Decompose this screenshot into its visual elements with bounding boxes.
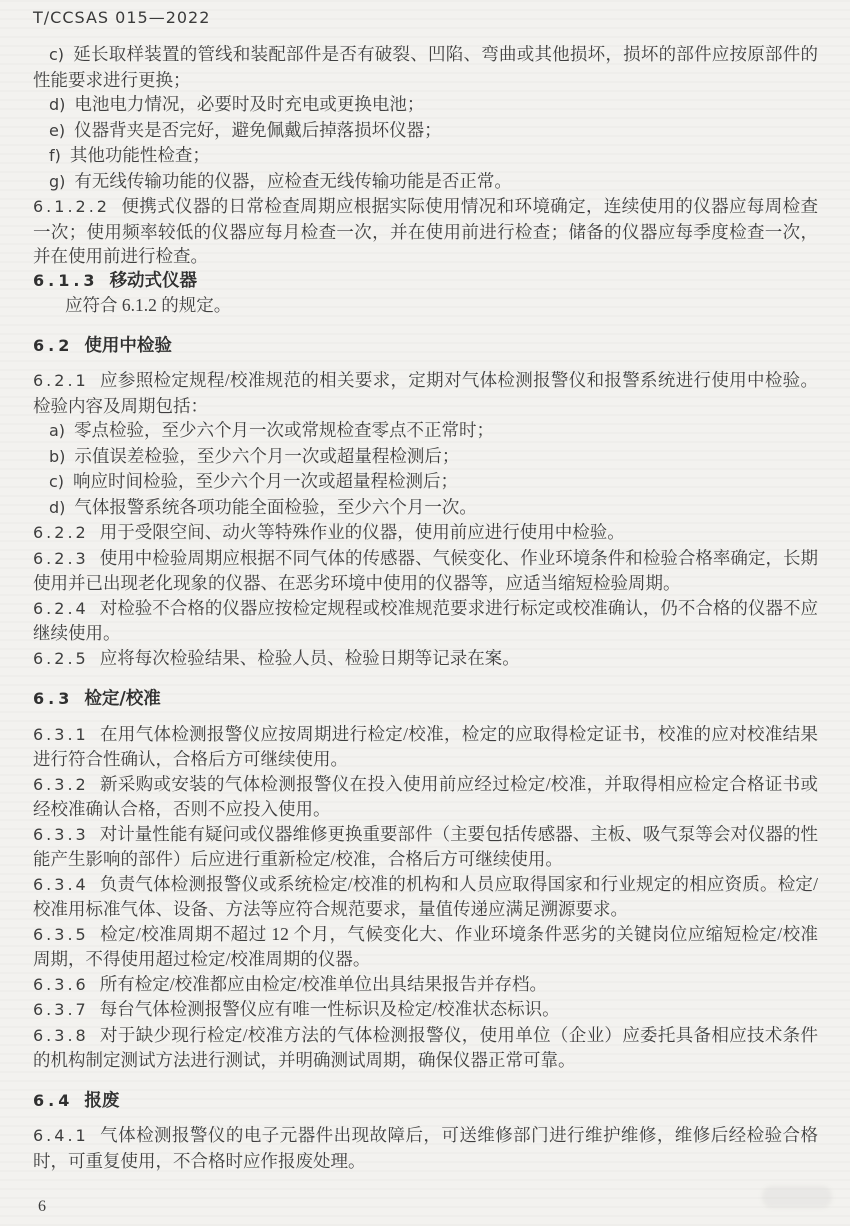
clause-text: 新采购或安装的气体检测报警仪在投入使用前应经过检定/校准，并取得相应检定合格证书或经校准确认合格，否则不应投入使用。 — [33, 773, 818, 819]
clause-text: 便携式仪器的日常检查周期应根据实际使用情况和环境确定，连续使用的仪器应每周检查一次；使用频率较低的仪器应每月检查一次，并在使用前进行检查；储备的仪器应每季度检查一次，并在使用前进行检查。 — [33, 196, 818, 266]
document-code-header: T/CCSAS 015—2022 — [33, 8, 211, 27]
list-item-a — [33, 418, 818, 444]
list-item-text: 响应时间检验，至少六个月一次或超量程检测后； — [73, 471, 459, 491]
clause-number: 6.3.4 — [33, 874, 89, 894]
document-body — [33, 42, 818, 1173]
section-heading-6.2 — [33, 334, 818, 359]
clause-number: 6.2.2 — [33, 523, 89, 542]
clause-text: 气体检测报警仪的电子元器件出现故障后，可送维修部门进行维护维修，维修后经检验合格时，可重复使用，不合格时应作报废处理。 — [33, 1125, 818, 1171]
clause-6.1.2.2 — [33, 194, 818, 269]
list-item-label: d) — [49, 497, 66, 517]
list-item-c — [33, 42, 818, 92]
list-item-f — [33, 143, 818, 169]
clause-6.3.8 — [33, 1023, 818, 1073]
list-item-text: 有无线传输功能的仪器，应检查无线传输功能是否正常。 — [74, 170, 512, 191]
clause-text: 负责气体检测报警仪或系统检定/校准的机构和人员应取得国家和行业规定的相应资质。检定/校准用标准气体、设备、方法等应符合规范要求，量值传递应满足溯源要求。 — [33, 873, 818, 919]
list-item-text: 示值误差检验，至少六个月一次或超量程检测后； — [74, 445, 460, 466]
clause-text: 应将每次检验结果、检验人员、检验日期等记录在案。 — [99, 647, 520, 668]
section-heading-6.4 — [33, 1089, 818, 1114]
heading-number: 6.2 — [33, 335, 74, 355]
heading-number: 6.4 — [33, 1090, 74, 1110]
clause-6.3.6 — [33, 972, 818, 998]
clause-number: 6.2.4 — [33, 598, 89, 618]
list-item-label: c) — [49, 45, 65, 64]
clause-text: 每台气体检测报警仪应有唯一性标识及检定/校准状态标识。 — [99, 999, 560, 1019]
clause-6.3.5 — [33, 922, 818, 972]
clause-6.2.2 — [33, 520, 818, 546]
clause-6.3.3 — [33, 822, 818, 872]
clause-text: 所有检定/校准都应由检定/校准单位出具结果报告并存档。 — [99, 973, 547, 994]
list-item-e — [33, 118, 818, 144]
heading-title: 检定/校准 — [84, 689, 161, 709]
clause-text: 用于受限空间、动火等特殊作业的仪器，使用前应进行使用中检验。 — [99, 522, 625, 542]
clause-text: 对计量性能有疑问或仪器维修更换重要部件（主要包括传感器、主板、吸气泵等会对仪器的性能产生影响的部件）后应进行重新检定/校准，合格后方可继续使用。 — [33, 823, 818, 869]
clause-text: 使用中检验周期应根据不同气体的传感器、气候变化、作业环境条件和检验合格率确定，长期使用并已出现老化现象的仪器、在恶劣环境中使用的仪器等，应适当缩短检验周期。 — [33, 547, 818, 593]
list-item-text: 气体报警系统各项功能全面检验，至少六个月一次。 — [74, 496, 477, 517]
clause-text: 对检验不合格的仪器应按检定规程或校准规范要求进行标定或校准确认，仍不合格的仪器不应继续使用。 — [33, 597, 818, 643]
scan-artifact — [762, 1186, 832, 1208]
heading-number: 6.3 — [33, 689, 74, 708]
heading-title: 使用中检验 — [84, 335, 172, 356]
list-item-text: 延长取样装置的管线和装配部件是否有破裂、凹陷、弯曲或其他损坏，损坏的部件应按原部件的性能要求进行更换； — [33, 44, 818, 90]
clause-number: 6.4.1 — [33, 1126, 89, 1145]
list-item-label: d) — [49, 95, 66, 114]
clause-6.3.1 — [33, 722, 818, 772]
clause-number: 6.3.6 — [33, 974, 89, 994]
list-item-d — [33, 92, 818, 118]
clause-6.3.7 — [33, 997, 818, 1023]
list-item-d — [33, 495, 818, 521]
clause-number: 6.3.1 — [33, 724, 89, 744]
heading-6.1.3 — [33, 269, 818, 294]
clause-text: 检定/校准周期不超过 12 个月，气候变化大、作业环境条件恶劣的关键岗位应缩短检定/校准周期，不得使用超过检定/校准周期的仪器。 — [33, 923, 818, 969]
list-item-g — [33, 169, 818, 195]
clause-text: 对于缺少现行检定/校准方法的气体检测报警仪，使用单位（企业）应委托具备相应技术条件的机构制定测试方法进行测试，并明确测试周期，确保仪器正常可靠。 — [33, 1024, 818, 1070]
list-item-text: 电池电力情况，必要时及时充电或更换电池； — [74, 94, 425, 114]
clause-6.2.1 — [33, 368, 818, 418]
list-item-text: 零点检验，至少六个月一次或常规检查零点不正常时； — [74, 420, 495, 440]
clause-number: 6.3.5 — [33, 924, 89, 944]
heading-title: 报废 — [84, 1090, 120, 1111]
list-item-text: 其他功能性检查； — [69, 145, 210, 165]
clause-number: 6.3.2 — [33, 774, 89, 794]
clause-number: 6.2.1 — [33, 371, 89, 390]
list-item-label: b) — [49, 446, 66, 466]
paragraph-text: 应符合 6.1.2 的规定。 — [65, 295, 232, 315]
list-item-label: f) — [49, 146, 61, 165]
list-item-label: c) — [49, 472, 65, 491]
list-item-label: e) — [49, 120, 66, 140]
clause-6.2.4 — [33, 596, 818, 646]
clause-6.2.3 — [33, 546, 818, 596]
clause-6.3.2 — [33, 772, 818, 822]
list-item-c — [33, 469, 818, 495]
page-number: 6 — [38, 1198, 46, 1215]
list-item-label: g) — [49, 171, 66, 191]
list-item-text: 仪器背夹是否完好，避免佩戴后掉落损坏仪器； — [74, 119, 442, 140]
clause-6.2.5 — [33, 646, 818, 672]
clause-text: 在用气体检测报警仪应按周期进行检定/校准，检定的应取得检定证书，校准的应对校准结果进行符合性确认，合格后方可继续使用。 — [33, 723, 818, 769]
heading-title: 移动式仪器 — [109, 270, 198, 291]
clause-number: 6.2.3 — [33, 548, 89, 568]
clause-number: 6.3.8 — [33, 1025, 89, 1045]
clause-number: 6.3.7 — [33, 1000, 89, 1019]
paragraph — [33, 293, 818, 318]
clause-6.3.4 — [33, 872, 818, 922]
heading-number: 6.1.3 — [33, 270, 99, 290]
section-heading-6.3 — [33, 687, 818, 712]
list-item-label: a) — [49, 421, 66, 440]
list-item-b — [33, 444, 818, 470]
clause-6.4.1 — [33, 1123, 818, 1173]
clause-number: 6.2.5 — [33, 648, 89, 668]
clause-number: 6.3.3 — [33, 824, 89, 844]
clause-text: 应参照检定规程/校准规范的相关要求，定期对气体检测报警仪和报警系统进行使用中检验。检验内容及周期包括： — [33, 370, 818, 416]
clause-number: 6.1.2.2 — [33, 197, 110, 216]
